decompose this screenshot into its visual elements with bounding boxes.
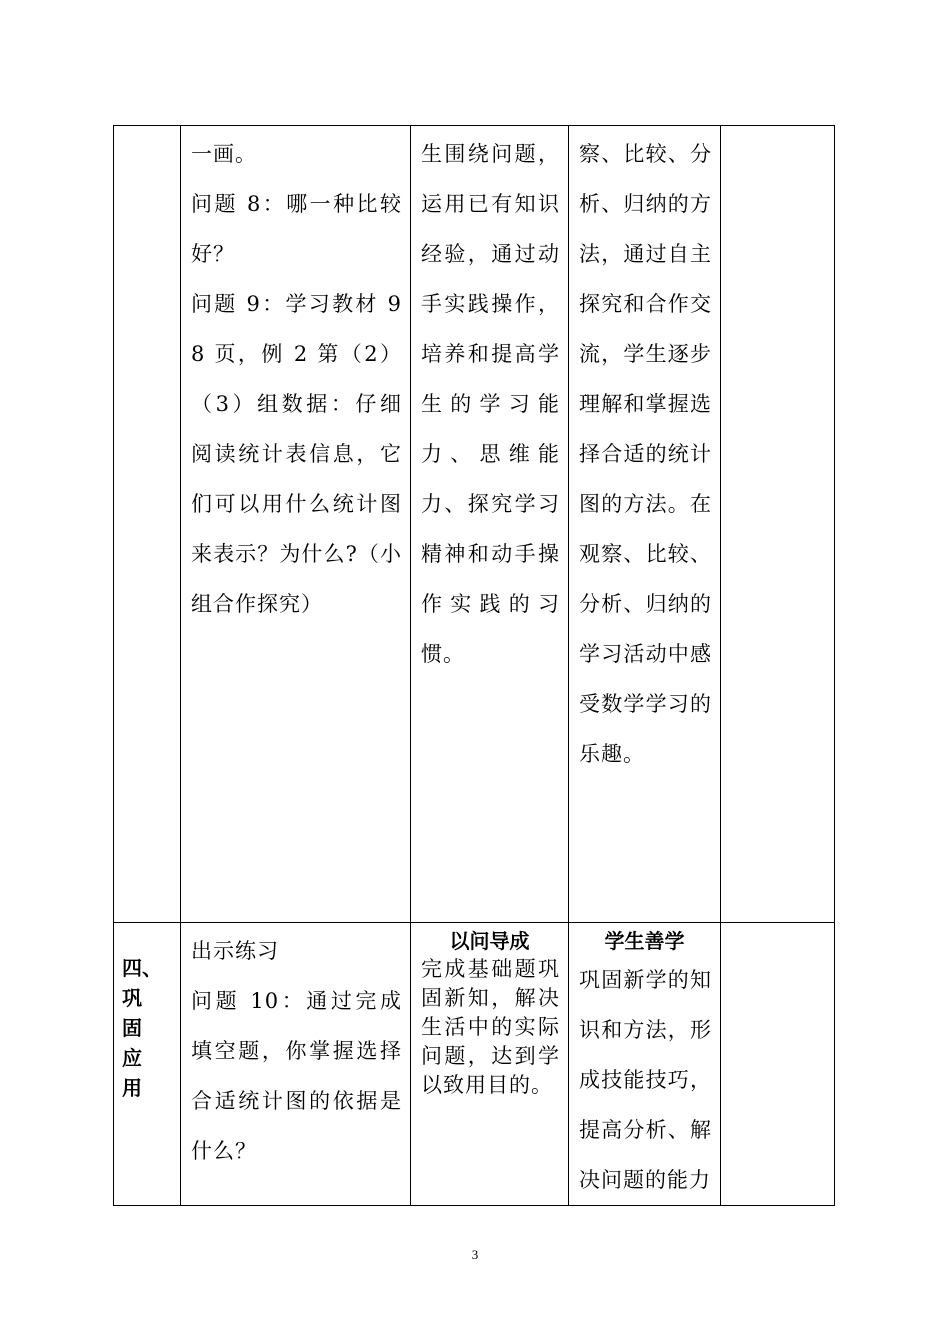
learning-heading: 学生善学 xyxy=(604,929,685,953)
questions-text: 出示练习 问题 10：通过完成填空题，你掌握选择合适统计图的依据是什么？ xyxy=(191,939,402,1163)
teaching-heading: 以问导成 xyxy=(449,929,530,953)
learning-cell xyxy=(569,126,721,923)
stage-label xyxy=(114,126,180,156)
page-number: 3 xyxy=(471,1247,479,1262)
teaching-text: 完成基础题巩固新知，解决生活中的实际问题，达到学以致用目的。 xyxy=(421,957,560,1097)
learning-text: 察、比较、分析、归纳的方法，通过自主探究和合作交流，学生逐步理解和掌握选择合适的统计图的方法。在观察、比较、分析、归纳的学习活动中感受数学学习的乐趣。 xyxy=(579,142,712,766)
notes-text xyxy=(721,923,834,926)
table-row xyxy=(114,923,835,1206)
table-row xyxy=(114,126,835,923)
learning-cell xyxy=(569,923,721,1206)
stage-cell xyxy=(114,126,181,923)
notes-text xyxy=(721,126,834,129)
notes-cell xyxy=(721,923,835,1206)
notes-cell xyxy=(721,126,835,923)
teaching-text: 生围绕问题，运用已有知识经验，通过动手实践操作，培养和提高学生的学习能力、思维能力、探究学习精神和动手操作实践的习惯。 xyxy=(421,142,560,666)
lesson-plan-table xyxy=(113,125,835,1206)
questions-text: 一画。 问题 8：哪一种比较好？ 问题 9：学习教材 98 页，例 2 第（2）（3）组数据：仔细阅读统计表信息，它们可以用什么统计图来表示？为什么?（小组合作探究） xyxy=(191,142,402,616)
stage-cell xyxy=(114,923,181,1206)
teaching-cell xyxy=(411,923,569,1206)
learning-text: 巩固新学的知识和方法，形成技能技巧，提高分析、解决问题的能力 xyxy=(579,968,712,1192)
questions-cell xyxy=(181,126,411,923)
questions-cell xyxy=(181,923,411,1206)
teaching-cell xyxy=(411,126,569,923)
stage-label: 四、 巩 固 应 用 xyxy=(122,956,162,1100)
